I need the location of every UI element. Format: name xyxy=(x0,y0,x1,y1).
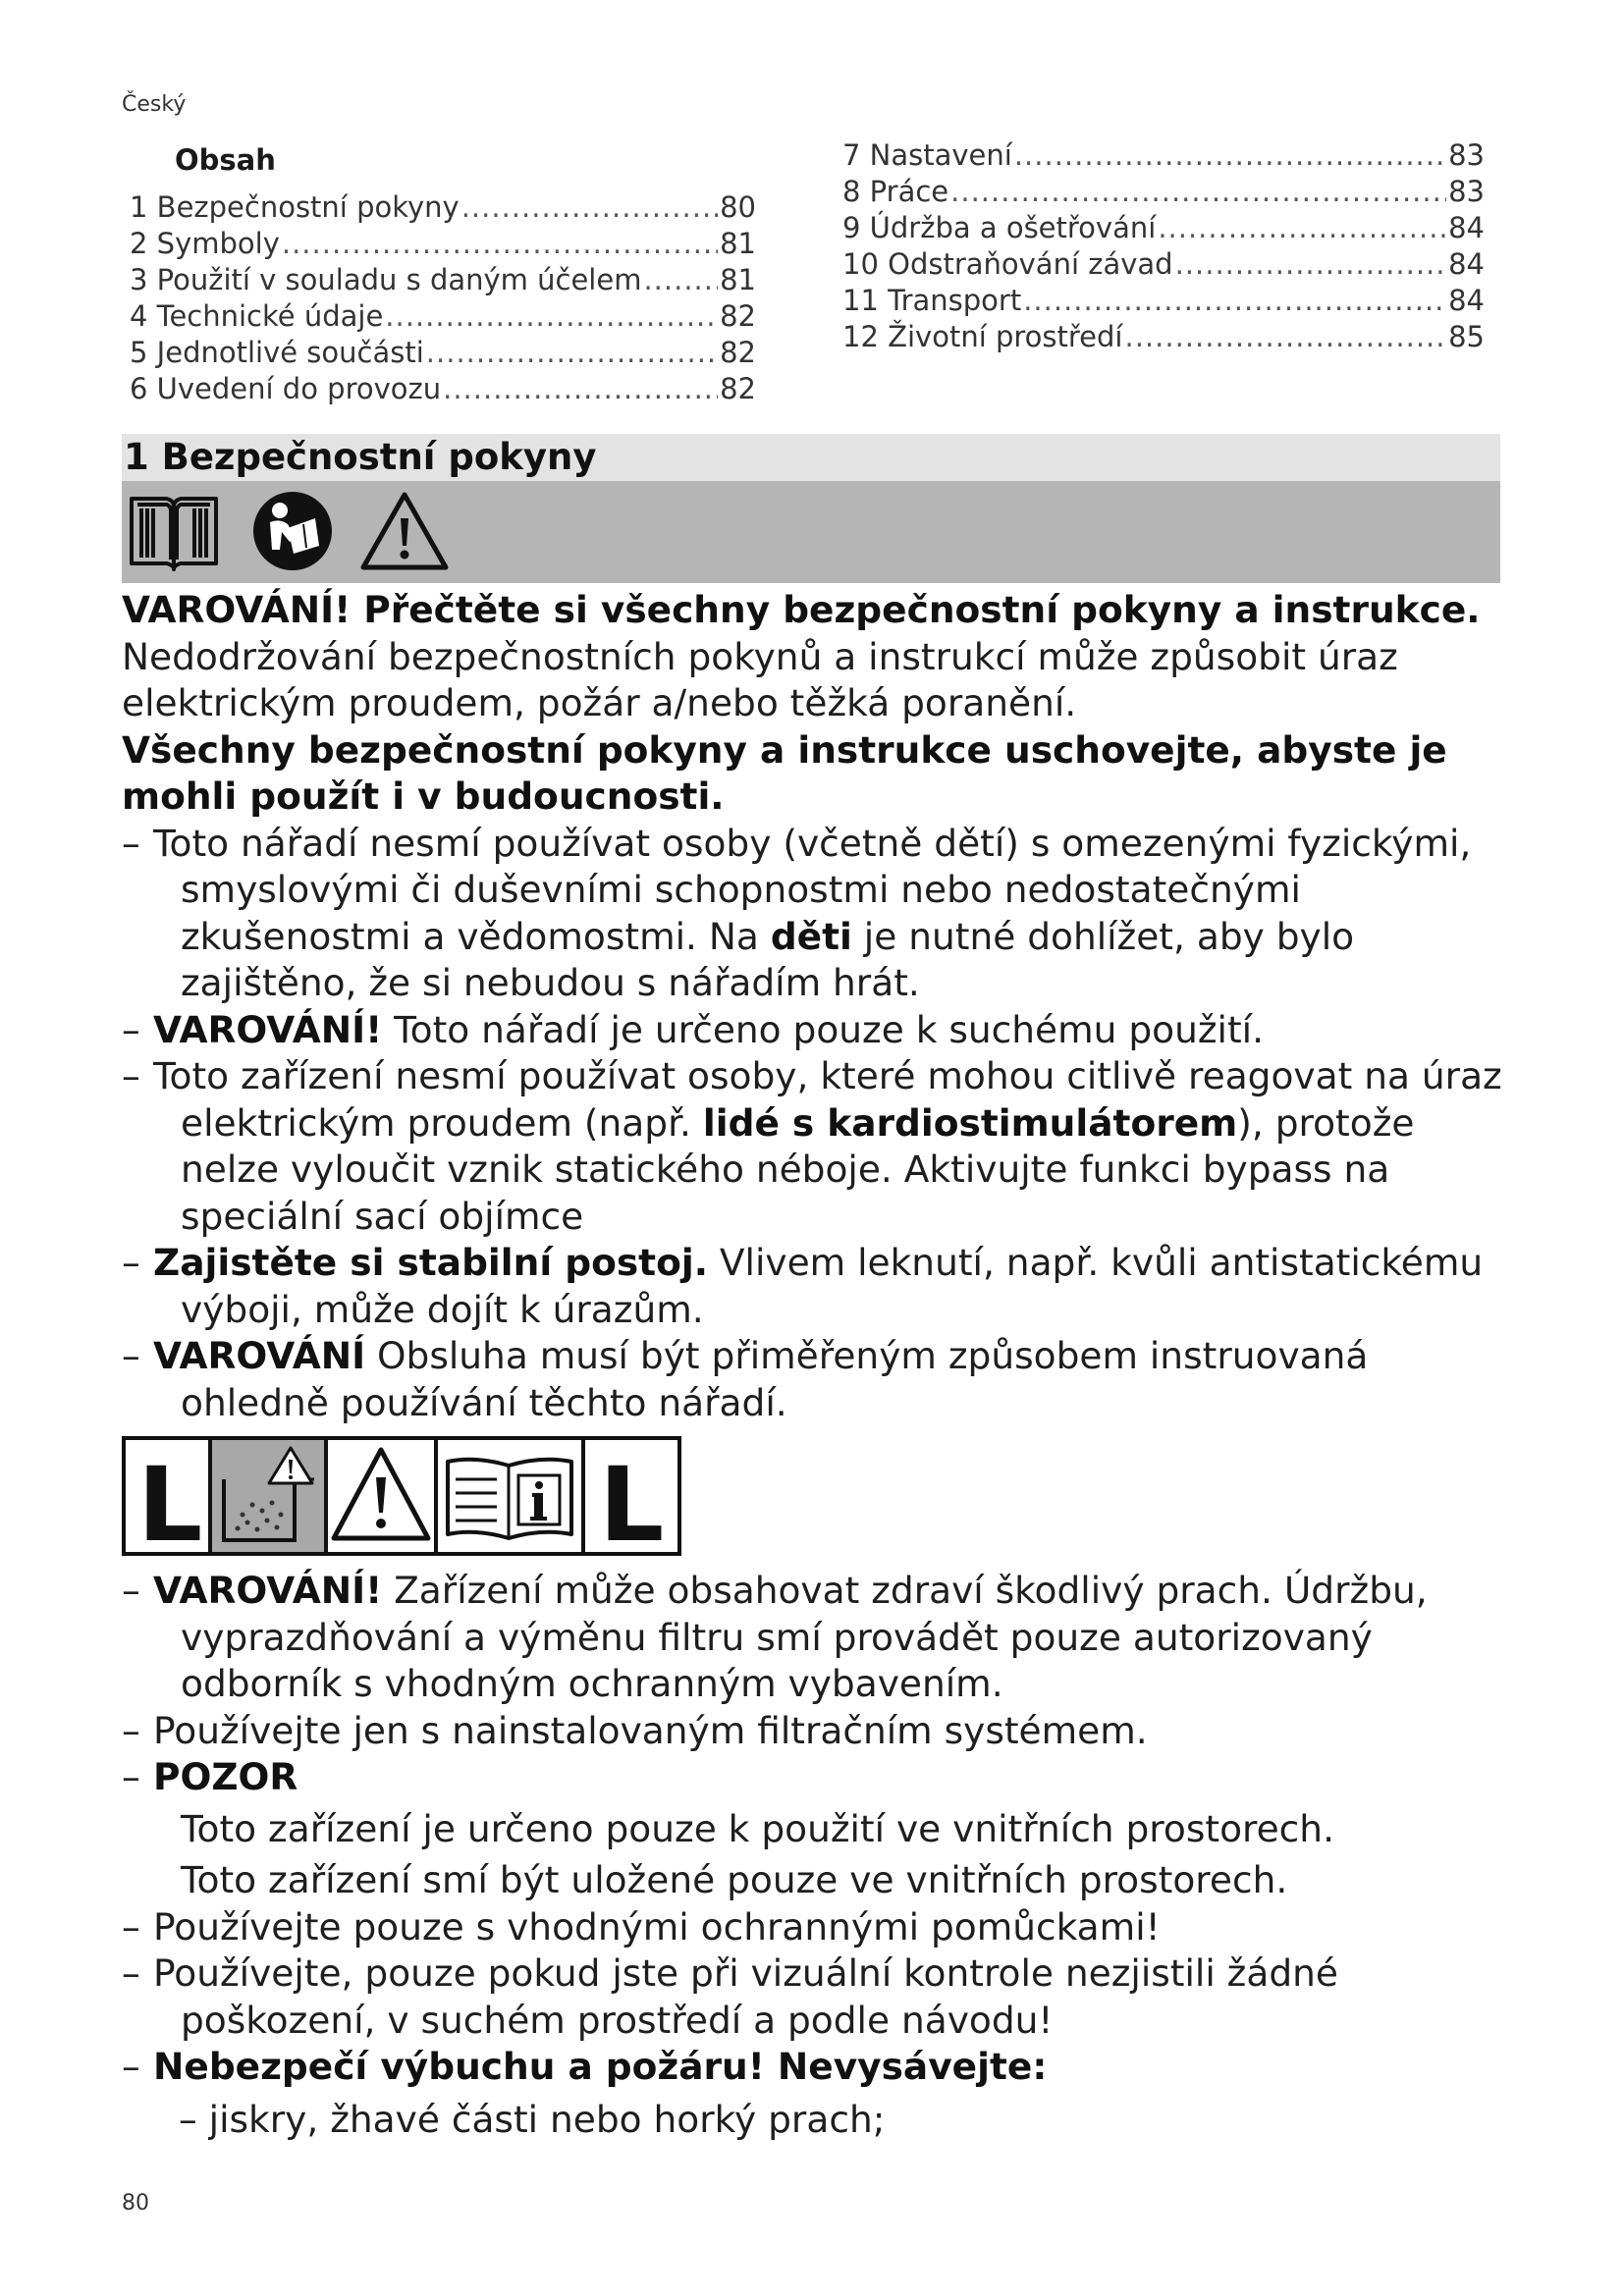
toc-entry-page: 81 xyxy=(720,227,756,260)
item-text: Toto zařízení nesmí používat osoby, které mohou citlivě reagovat na úraz elektrickým proudem (např. xyxy=(153,1054,1502,1145)
item-text: Používejte pouze s vhodnými ochrannými pomůckami! xyxy=(153,1904,1161,1949)
toc-entry-title: 2 Symboly xyxy=(130,227,280,260)
toc-entry[interactable] xyxy=(130,189,756,226)
item-text: Obsluha musí být přiměřeným způsobem instruovaná ohledně používání těchto nářadí. xyxy=(181,1334,1369,1424)
toc-entry-page: 84 xyxy=(1448,247,1485,281)
dust-class-l-icon xyxy=(124,1438,210,1556)
item-bold: VAROVÁNÍ! xyxy=(153,1569,383,1612)
list-item: – POZOR xyxy=(122,1755,298,1798)
section-title: 1 Bezpečnostní pokyny xyxy=(124,436,597,478)
dust-class-pictogram-strip xyxy=(122,1436,1516,1556)
warning-triangle-icon xyxy=(357,489,452,573)
list-item: – Toto zařízení nesmí používat osoby, které mohou citlivě reagovat na úraz elektrickým proudem (např. lidé s kardiostimulátorem), protože nelze vyloučit vznik statického néboje. Aktivujte funkci bypass na speciální sací objímce xyxy=(122,1054,1502,1238)
read-manual-icon xyxy=(128,489,220,573)
toc-entry-page: 81 xyxy=(720,263,756,296)
toc-entry-page: 82 xyxy=(720,336,756,369)
item-bold: děti xyxy=(770,914,852,958)
toc-entry[interactable] xyxy=(130,371,756,407)
item-text: ), protože nelze vyloučit vznik statického néboje. Aktivujte funkci bypass na speciální sací objímce xyxy=(181,1100,1415,1238)
toc-entry[interactable] xyxy=(130,226,756,262)
toc-title: Obsah xyxy=(175,143,276,177)
toc-entry-page: 82 xyxy=(720,372,756,405)
toc-entry-page: 82 xyxy=(720,299,756,333)
caution-line: Toto zařízení je určeno pouze k použití ve vnitřních prostorech. xyxy=(181,1806,1334,1850)
item-text: jiskry, žhavé části nebo horký prach; xyxy=(208,2097,886,2141)
toc-entry[interactable] xyxy=(842,174,1485,210)
toc-entry-page: 80 xyxy=(720,190,756,224)
item-bold: POZOR xyxy=(153,1755,298,1798)
toc-entry-title: 8 Práce xyxy=(842,175,949,208)
item-text: Používejte jen s nainstalovaným filtračním systémem. xyxy=(153,1708,1148,1752)
toc-right-column xyxy=(842,137,1485,355)
toc-entry[interactable] xyxy=(842,319,1485,355)
list-item: – VAROVÁNÍ! Zařízení může obsahovat zdraví škodlivý prach. Údržbu, vyprazdňování a výměnu filtru smí provádět pouze autorizovaný odborník s vhodným ochranným vybavením. xyxy=(122,1569,1428,1705)
read-manual-person-icon xyxy=(250,489,335,573)
keep-instructions-text: Všechny bezpečnostní pokyny a instrukce uschovejte, abyste je mohli použít i v budoucnosti. xyxy=(122,727,1447,818)
safety-icon-band xyxy=(122,481,1500,583)
sub-list-item: – jiskry, žhavé části nebo horký prach; xyxy=(179,2097,886,2141)
item-bold: lidé s kardiostimulátorem xyxy=(702,1100,1238,1145)
toc-leader xyxy=(1158,210,1446,246)
hazardous-dust-icon xyxy=(210,1438,326,1554)
toc-entry[interactable] xyxy=(842,246,1485,283)
list-item: – Používejte pouze s vhodnými ochrannými pomůckami! xyxy=(122,1904,1161,1949)
list-item: – Zajistěte si stabilní postoj. Vlivem leknutí, např. kvůli antistatickému výboji, může dojít k úrazům. xyxy=(122,1241,1484,1331)
document-language: Český xyxy=(122,92,187,117)
toc-entry-page: 83 xyxy=(1448,175,1485,208)
list-item: – VAROVÁNÍ! Toto nářadí je určeno pouze k suchému použití. xyxy=(122,1007,1264,1051)
toc-entry-title: 10 Odstraňování závad xyxy=(842,247,1173,281)
item-text: je nutné dohlížet, aby bylo zajištěno, že si nebudou s nářadím hrát. xyxy=(181,914,1355,1004)
toc-entry-page: 84 xyxy=(1448,284,1485,317)
toc-leader xyxy=(1175,246,1447,283)
toc-entry-title: 7 Nastavení xyxy=(842,138,1012,172)
toc-leader xyxy=(443,371,718,407)
toc-entry[interactable] xyxy=(130,335,756,371)
toc-entry-title: 4 Technické údaje xyxy=(130,299,384,333)
caution-line: Toto zařízení smí být uložené pouze ve vnitřních prostorech. xyxy=(181,1858,1288,1901)
safety-instructions xyxy=(122,587,1516,2143)
list-item: – Používejte jen s nainstalovaným filtračním systémem. xyxy=(122,1708,1148,1752)
toc-entry-page: 84 xyxy=(1448,211,1485,244)
toc-entry-title: 6 Uvedení do provozu xyxy=(130,372,442,405)
toc-entry[interactable] xyxy=(130,262,756,298)
list-item: – Používejte, pouze pokud jste při vizuální kontrole nezjistili žádné poškození, v suchém prostředí a podle návodu! xyxy=(122,1951,1338,2042)
intro-warning-bold: VAROVÁNÍ! Přečtěte si všechny bezpečnostní pokyny a instrukce. xyxy=(122,588,1481,631)
toc-leader xyxy=(426,335,718,371)
toc-leader xyxy=(1023,283,1446,319)
toc-entry[interactable] xyxy=(130,298,756,335)
intro-text: Nedodržování bezpečnostních pokynů a instrukcí může způsobit úraz elektrickým proudem, požár a/nebo těžká poranění. xyxy=(122,634,1398,724)
toc-entry-title: 11 Transport xyxy=(842,284,1022,317)
list-item: – VAROVÁNÍ Obsluha musí být přiměřeným způsobem instruovaná ohledně používání těchto nářadí. xyxy=(122,1334,1369,1424)
item-text: Používejte, pouze pokud jste při vizuální kontrole nezjistili žádné poškození, v suchém prostředí a podle návodu! xyxy=(153,1951,1338,2042)
toc-leader xyxy=(950,174,1446,210)
item-bold: VAROVÁNÍ xyxy=(153,1334,366,1377)
toc-entry-page: 85 xyxy=(1448,320,1485,353)
toc-leader xyxy=(461,189,718,226)
dust-class-letter: L xyxy=(599,1445,665,1556)
toc-leader xyxy=(1014,137,1446,174)
item-bold: Nebezpečí výbuchu a požáru! Nevysávejte: xyxy=(153,2045,1048,2088)
toc-entry[interactable] xyxy=(842,210,1485,246)
section-heading-bar xyxy=(122,434,1500,481)
toc-leader xyxy=(385,298,718,335)
toc-leader xyxy=(1124,319,1446,355)
page-number: 80 xyxy=(122,2191,149,2216)
toc-entry[interactable] xyxy=(842,137,1485,174)
item-text: Zařízení může obsahovat zdraví škodlivý prach. Údržbu, vyprazdňování a výměnu filtru smí provádět pouze autorizovaný odborník s vhodným ochranným vybavením. xyxy=(181,1569,1428,1705)
toc-entry-title: 12 Životní prostředí xyxy=(842,320,1123,353)
toc-entry-title: 9 Údržba a ošetřování xyxy=(842,211,1157,244)
item-text: Toto nářadí nesmí používat osoby (včetně dětí) s omezenými fyzickými, smyslovými či duševními schopnostmi nebo nedostatečnými zkušenostmi a vědomostmi. Na xyxy=(153,821,1472,958)
toc-entry-page: 83 xyxy=(1448,138,1485,172)
dust-class-letter: L xyxy=(137,1445,203,1556)
list-item: – Toto nářadí nesmí používat osoby (včetně dětí) s omezenými fyzickými, smyslovými či duševními schopnostmi nebo nedostatečnými zkušenostmi a vědomostmi. Na děti je nutné dohlížet, aby bylo zajištěno, že si nebudou s nářadím hrát. xyxy=(122,821,1472,1004)
list-item: – Nebezpečí výbuchu a požáru! Nevysávejte: xyxy=(122,2045,1048,2088)
toc-entry-title: 3 Použití v souladu s daným účelem xyxy=(130,263,642,296)
item-bold: VAROVÁNÍ! xyxy=(153,1007,383,1051)
item-text: Vlivem leknutí, např. kvůli antistatickému výboji, může dojít k úrazům. xyxy=(181,1241,1484,1331)
toc-entry-title: 1 Bezpečnostní pokyny xyxy=(130,190,460,224)
toc-leader xyxy=(282,226,718,262)
toc-entry-title: 5 Jednotlivé součásti xyxy=(130,336,424,369)
toc-entry[interactable] xyxy=(842,283,1485,319)
item-text: Toto nářadí je určeno pouze k suchému použití. xyxy=(382,1007,1264,1051)
keep-instructions xyxy=(122,727,1516,821)
intro-paragraph xyxy=(122,587,1516,727)
toc-leader xyxy=(643,262,718,298)
item-bold: Zajistěte si stabilní postoj. xyxy=(153,1241,708,1284)
toc-left-column xyxy=(130,189,756,407)
